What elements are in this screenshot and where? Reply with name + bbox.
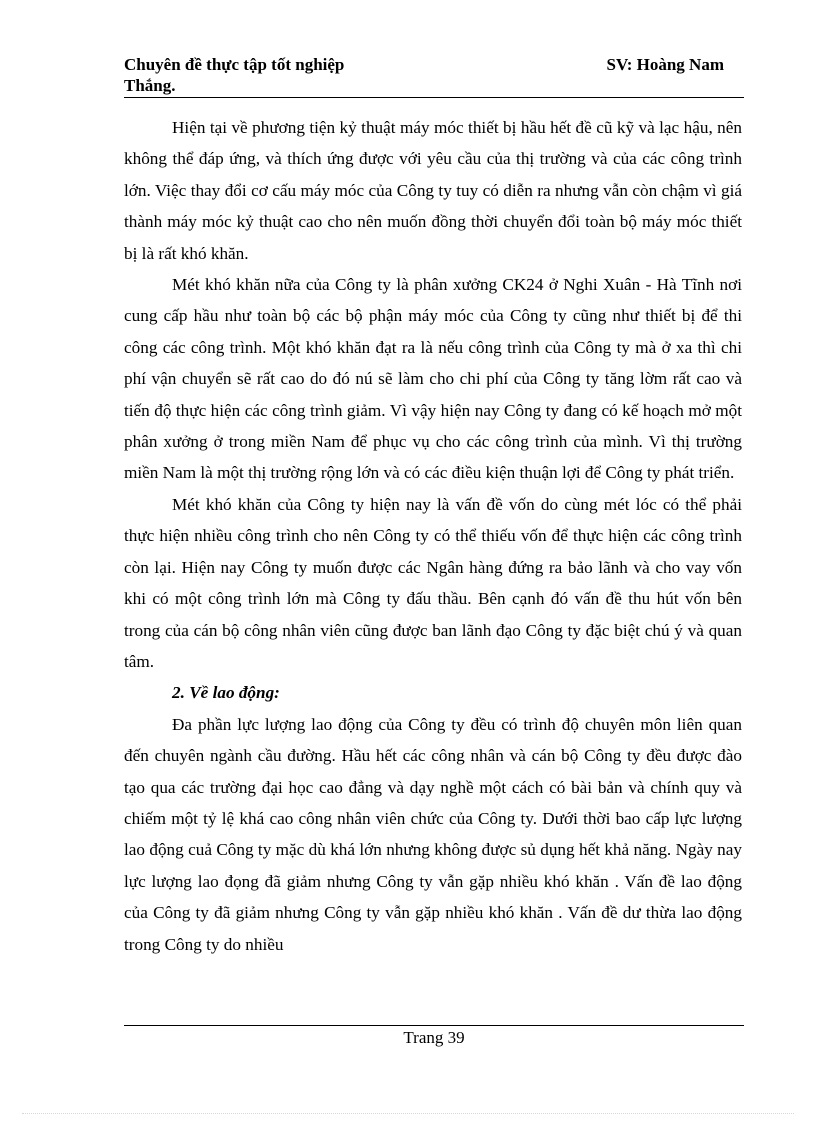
paragraph-labor: Đa phần lực lượng lao động của Công ty đều có trình độ chuyên môn liên quan đến chuyên ngành cầu đường. Hầu hết các công nhân và cán bộ Công ty đều được đào tạo qua các trường đại học cao đẳng và dạy nghề một cách có bài bản và chính quy và chiếm một tỷ lệ khá cao công nhân viên chức của Công ty. Dưới thời bao cấp lực lượng lao động cuả Công ty mặc dù khá lớn nhưng không được sủ dụng hết khả năng. Ngày nay lực lượng lao đọng đã giảm nhưng Công ty vẫn gặp nhiều khó khăn . Vấn đề lao động của Công ty đã giảm nhưng Công ty vẫn gặp nhiều khó khăn . Vấn đề dư thừa lao động trong Công ty do nhiều: [124, 714, 742, 954]
page-number: Trang 39: [403, 1028, 465, 1047]
paragraph-capital: Mét khó khăn của Công ty hiện nay là vấn đề vốn do cùng mét lóc có thể phải thực hiện nhiều công trình cho nên Công ty có thể thiếu vốn để thực hiện các công trình còn lại. Hiện nay Công ty muốn được các Ngân hàng đứng ra bảo lãnh và cho vay vốn khi có một công trình lớn mà Công ty đấu thầu. Bên cạnh đó vấn đề thu hút vốn bên trong của cán bộ công nhân viên cũng được ban lãnh đạo Công ty đặc biệt chú ý và quan tâm.: [124, 494, 742, 671]
header-student-name-continued: Thắng.: [124, 76, 176, 95]
footer-divider: [124, 1025, 744, 1026]
header-divider: [124, 97, 744, 98]
header-student-name: SV: Hoàng Nam: [606, 55, 724, 74]
paragraph-equipment: Hiện tại về phương tiện kỷ thuật máy móc thiết bị hầu hết đề cũ kỹ và lạc hậu, nên không thể đáp ứng, và thích ứng được với yêu cầu của thị trường và của các công trình lớn. Việc thay đổi cơ cấu máy móc của Công ty tuy có diễn ra nhưng vẫn còn chậm vì giá thành máy móc kỷ thuật cao cho nên muốn đồng thời chuyển đổi toàn bộ máy móc thiết bị là rất khó khăn.: [124, 118, 742, 263]
paragraph-workshop: Mét khó khăn nữa của Công ty là phân xưởng CK24 ở Nghi Xuân - Hà Tĩnh nơi cung cấp hầu như toàn bộ các bộ phận máy móc của Công ty cũng như thiết bị để thi công các công trình. Một khó khăn đạt ra là nếu công trình của Công ty mà ở xa thì chi phí vận chuyển sẽ rất cao do đó nú sẽ làm cho chi phí của Công ty tăng lờm rất cao và tiến độ thực hiện các công trình giảm. Vì vậy hiện nay Công ty đang có kế hoạch mở một phân xưởng ở trong miền Nam để phục vụ cho các công trình của mình. Vì thị trường miền Nam là một thị trường rộng lớn và có các điều kiện thuận lợi để Công ty phát triển.: [124, 275, 742, 483]
page-bottom-edge: [22, 1113, 794, 1114]
header-report-title: Chuyên đề thực tập tốt nghiệp: [124, 55, 345, 74]
document-body: [124, 112, 742, 960]
section-heading-labor: 2. Về lao động:: [172, 683, 280, 703]
